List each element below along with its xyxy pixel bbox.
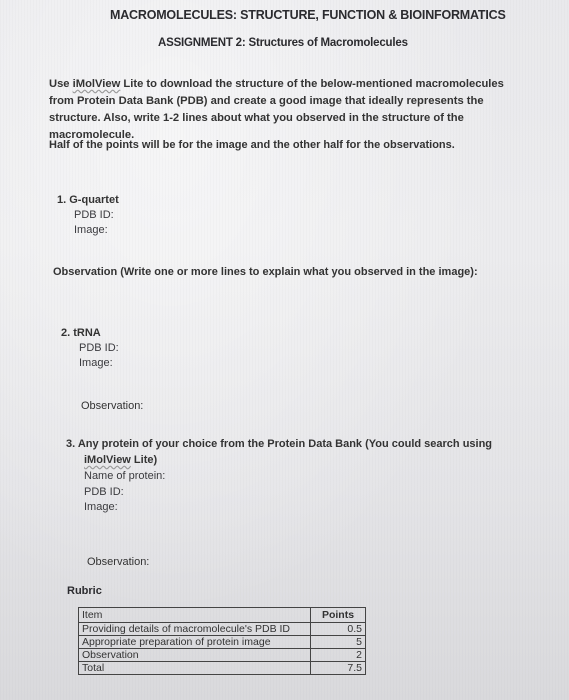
question-1-label: G-quartet <box>69 194 119 206</box>
rubric-total-row <box>79 662 366 675</box>
question-3-pdb-label: PDB ID: <box>84 486 124 498</box>
intro-prefix: Use <box>49 78 73 90</box>
question-2-observation: Observation: <box>81 400 144 412</box>
question-2-pdb-label: PDB ID: <box>79 342 119 354</box>
question-2-title <box>61 327 101 339</box>
question-1-number: 1. <box>57 194 67 206</box>
rubric-header-row <box>79 608 366 623</box>
question-3-image-label: Image: <box>84 501 118 513</box>
question-3-title <box>66 438 492 450</box>
rubric-header-item: Item <box>79 608 311 623</box>
rubric-row <box>79 649 366 662</box>
rubric-total-label: Total <box>79 662 311 675</box>
question-2-number: 2. <box>61 327 71 339</box>
rubric-row <box>79 623 366 636</box>
rubric-label: Rubric <box>67 585 102 597</box>
question-3-label: Any protein of your choice from the Protein Data Bank (You could search using <box>77 438 493 450</box>
rubric-item: Appropriate preparation of protein image <box>79 636 311 649</box>
question-1-image-label: Image: <box>74 224 108 236</box>
question-3-imolview-text: iMolView <box>84 454 131 466</box>
points-note: Half of the points will be for the image and the other half for the observations. <box>49 139 455 151</box>
question-3-title-line2 <box>84 454 157 466</box>
rubric-points: 2 <box>311 649 366 662</box>
assignment-title: ASSIGNMENT 2: Structures of Macromolecules <box>158 37 408 49</box>
question-1-observation: Observation (Write one or more lines to explain what you observed in the image): <box>53 266 478 278</box>
rubric-item: Observation <box>79 649 311 662</box>
question-3-observation: Observation: <box>87 556 150 568</box>
rubric-points: 0.5 <box>311 623 366 636</box>
intro-rest: Lite to download the structure of the below-mentioned macromolecules from Protein Data Bank (PDB) and create a good image that ideally represents the structure. Also, write 1-2 lines about what you observed in the structure of the macromolecule. <box>49 78 504 141</box>
question-1-title <box>57 194 119 206</box>
instructions-paragraph <box>49 76 529 144</box>
question-3-number: 3. <box>66 438 76 450</box>
course-title: MACROMOLECULES: STRUCTURE, FUNCTION & BIOINFORMATICS <box>110 8 506 22</box>
question-2-image-label: Image: <box>79 357 113 369</box>
rubric-header-points: Points <box>311 608 366 623</box>
rubric-points: 5 <box>311 636 366 649</box>
rubric-row <box>79 636 366 649</box>
rubric-item: Providing details of macromolecule's PDB ID <box>79 623 311 636</box>
question-3-title-rest: Lite) <box>130 454 158 466</box>
imolview-link-text: iMolView <box>72 78 121 90</box>
rubric-table <box>78 607 366 675</box>
question-1-pdb-label: PDB ID: <box>74 209 114 221</box>
rubric-total-points: 7.5 <box>311 662 366 675</box>
question-3-name-label: Name of protein: <box>84 470 166 482</box>
question-2-label: tRNA <box>73 327 101 339</box>
